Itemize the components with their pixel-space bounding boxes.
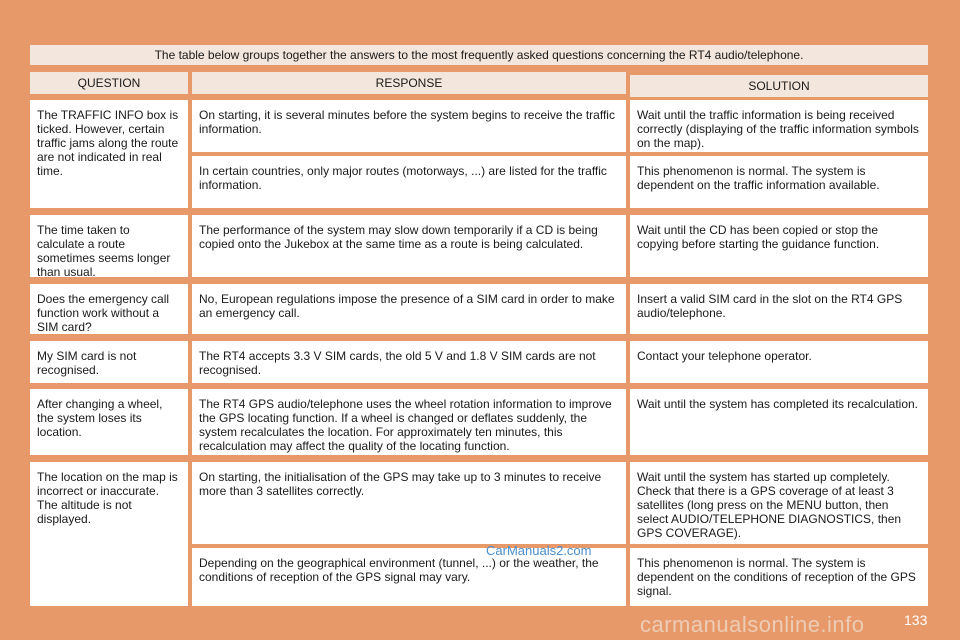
solution-cell: This phenomenon is normal. The system is dependent on the conditions of reception of the GPS signal. — [630, 548, 928, 606]
solution-cell: Insert a valid SIM card in the slot on the RT4 GPS audio/telephone. — [630, 284, 928, 334]
response-cell: The performance of the system may slow down temporarily if a CD is being copied onto the Jukebox at the same time as a route is being calculated. — [192, 215, 626, 277]
question-cell: The TRAFFIC INFO box is ticked. However, certain traffic jams along the route are not indicated in real time. — [30, 100, 188, 208]
watermark: CarManuals2.com — [486, 543, 592, 558]
solution-cell: Wait until the system has started up completely. Check that there is a GPS coverage of at least 3 satellites (long press on the MENU button, then select AUDIO/TELEPHONE DIAGNOSTICS, then GPS COVERAGE). — [630, 462, 928, 544]
response-cell: On starting, the initialisation of the GPS may take up to 3 minutes to receive more than 3 satellites correctly. — [192, 462, 626, 544]
question-cell: The time taken to calculate a route sometimes seems longer than usual. — [30, 215, 188, 277]
intro-banner: The table below groups together the answers to the most frequently asked questions concerning the RT4 audio/telephone. — [30, 45, 928, 65]
question-cell: The location on the map is incorrect or inaccurate. The altitude is not displayed. — [30, 462, 188, 606]
response-cell: The RT4 GPS audio/telephone uses the wheel rotation information to improve the GPS locating function. If a wheel is changed or deflates suddenly, the system recalculates the location. For approximately ten minutes, this recalculation may affect the quality of the locating function. — [192, 389, 626, 455]
solution-cell: Contact your telephone operator. — [630, 341, 928, 383]
solution-cell: Wait until the CD has been copied or stop the copying before starting the guidance function. — [630, 215, 928, 277]
header-response: RESPONSE — [192, 72, 626, 94]
page-number: 133 — [904, 612, 928, 628]
response-cell: The RT4 accepts 3.3 V SIM cards, the old 5 V and 1.8 V SIM cards are not recognised. — [192, 341, 626, 383]
header-question: QUESTION — [30, 72, 188, 94]
question-cell: After changing a wheel, the system loses its location. — [30, 389, 188, 455]
solution-cell: Wait until the traffic information is being received correctly (displaying of the traffic information symbols on the map). — [630, 100, 928, 152]
question-cell: My SIM card is not recognised. — [30, 341, 188, 383]
header-solution: SOLUTION — [630, 75, 928, 97]
watermark-footer: carmanualsonline.info — [640, 612, 865, 637]
response-cell: In certain countries, only major routes (motorways, ...) are listed for the traffic information. — [192, 156, 626, 208]
response-cell: Depending on the geographical environment (tunnel, ...) or the weather, the conditions of reception of the GPS signal may vary. — [192, 548, 626, 606]
solution-cell: Wait until the system has completed its recalculation. — [630, 389, 928, 455]
response-cell: No, European regulations impose the presence of a SIM card in order to make an emergency call. — [192, 284, 626, 334]
question-cell: Does the emergency call function work without a SIM card? — [30, 284, 188, 334]
solution-cell: This phenomenon is normal. The system is dependent on the traffic information available. — [630, 156, 928, 208]
response-cell: On starting, it is several minutes before the system begins to receive the traffic information. — [192, 100, 626, 152]
